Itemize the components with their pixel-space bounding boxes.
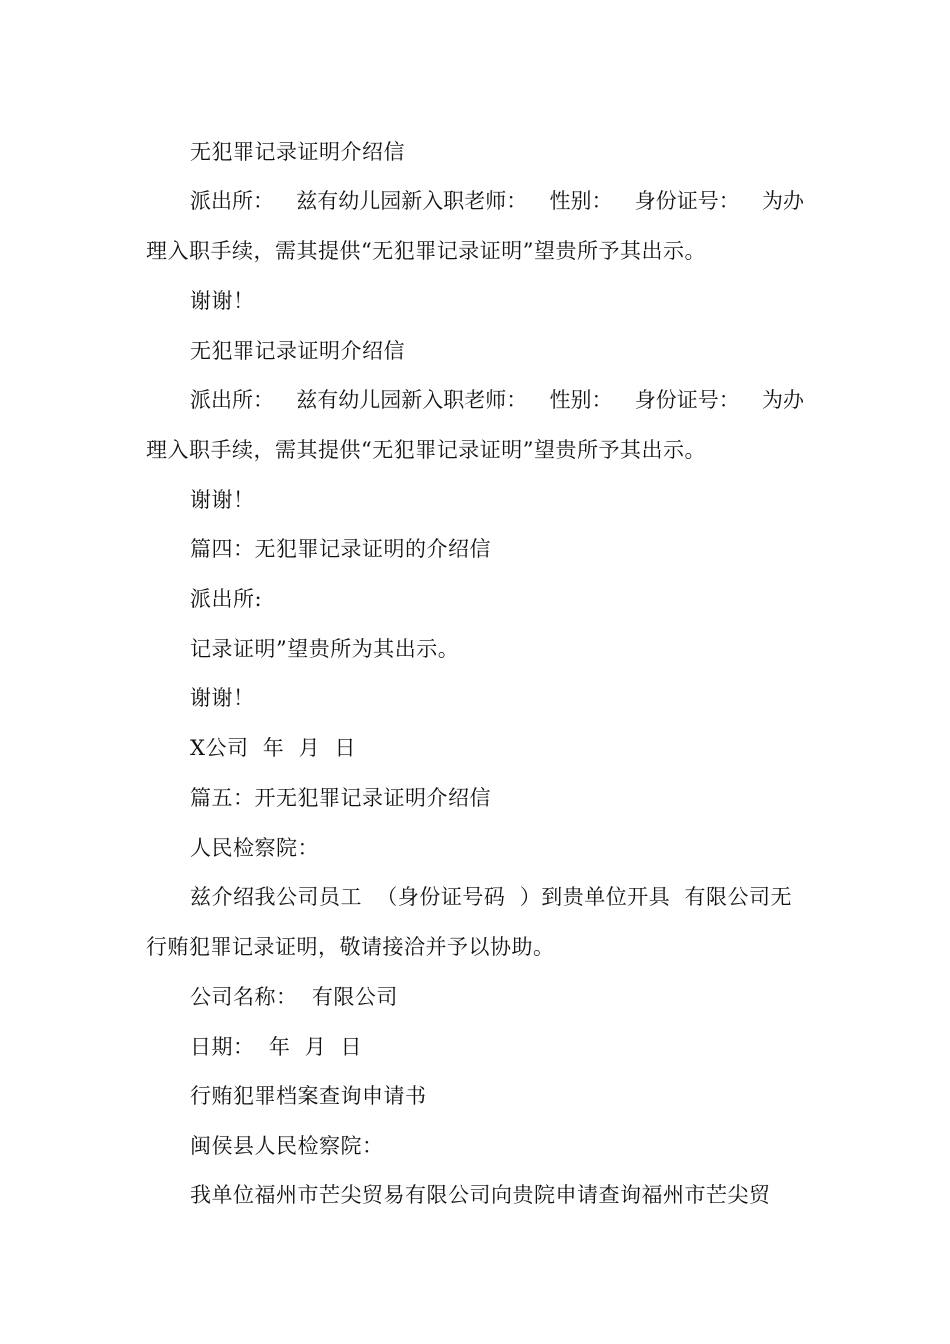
text-id-number: 身份证号：: [634, 388, 740, 412]
heading-letter-1: 无犯罪记录证明介绍信: [190, 140, 405, 164]
paragraph-2-first-line: [190, 386, 804, 414]
company-name-line: 公司名称： 有限公司: [190, 985, 398, 1009]
paragraph-inquiry-first-line: 我单位福州市芒尖贸易有限公司向贵院申请查询福州市芒尖贸: [190, 1183, 771, 1207]
paragraph-introduction-first-line: 兹介绍我公司员工 （身份证号码 ）到贵单位开具 有限公司无: [190, 885, 793, 909]
heading-chapter-4: 篇四：无犯罪记录证明的介绍信: [190, 537, 491, 561]
text-for-handling: 为办: [762, 189, 804, 213]
thanks-3: 谢谢！: [190, 686, 255, 710]
text-gender: 性别：: [549, 388, 613, 412]
signature-company-date: X公司 年 月 日: [190, 736, 357, 760]
date-line: 日期： 年 月 日: [190, 1035, 363, 1059]
thanks-1: 谢谢！: [190, 289, 255, 313]
heading-chapter-5: 篇五：开无犯罪记录证明介绍信: [190, 786, 491, 810]
paragraph-record-certificate: 记录证明”望贵所为其出示。: [190, 637, 460, 661]
text-new-teacher: 兹有幼儿园新入职老师：: [296, 189, 528, 213]
text-for-handling: 为办: [762, 388, 804, 412]
text-id-number: 身份证号：: [634, 189, 740, 213]
addressee-police-station: 派出所:: [190, 587, 263, 611]
text-police-station: 派出所：: [190, 189, 274, 213]
heading-letter-2: 无犯罪记录证明介绍信: [190, 339, 405, 363]
paragraph-2-second-line: 理入职手续，需其提供“无犯罪记录证明”望贵所予其出示。: [146, 438, 706, 462]
text-police-station: 派出所：: [190, 388, 274, 412]
thanks-2: 谢谢！: [190, 488, 255, 512]
addressee-minhou-procuratorate: 闽侯县人民检察院：: [190, 1134, 384, 1158]
heading-bribery-inquiry: 行贿犯罪档案查询申请书: [190, 1084, 427, 1108]
paragraph-1-first-line: [190, 187, 804, 215]
addressee-procuratorate: 人民检察院：: [190, 836, 319, 860]
paragraph-1-second-line: 理入职手续，需其提供“无犯罪记录证明”望贵所予其出示。: [146, 239, 706, 263]
text-new-teacher: 兹有幼儿园新入职老师：: [296, 388, 528, 412]
paragraph-introduction-second-line: 行贿犯罪记录证明，敬请接洽并予以协助。: [146, 935, 555, 959]
text-gender: 性别：: [549, 189, 613, 213]
